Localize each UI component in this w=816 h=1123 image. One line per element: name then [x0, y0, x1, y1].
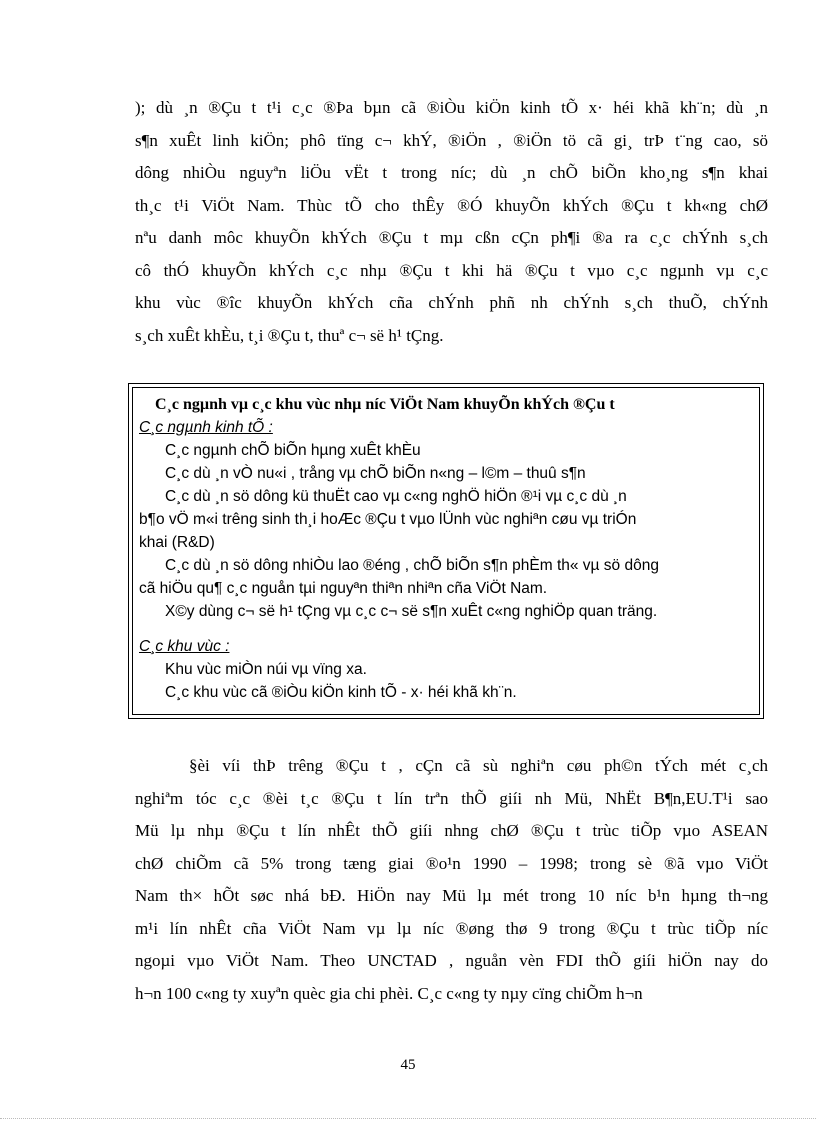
paragraph-line: h¬n 100 c«ng ty xuyªn quèc gia chi phèi. C¸c c«ng ty nµy cïng chiÕm h¬n	[135, 983, 643, 1003]
paragraph-line: cô thÓ khuyÕn khÝch c¸c nhµ ®Çu t khi hä ®Çu t vµo c¸c ngµnh vµ c¸c	[135, 260, 768, 280]
list-item-line: Khu vùc miÒn núi vµ vïng xa.	[165, 661, 367, 678]
paragraph-line: §èi víi thÞ trêng ®Çu t , cÇn cã sù nghiªn cøu ph©n tÝch mét c¸ch	[189, 756, 768, 775]
paragraph-line: khu vùc ®îc khuyÕn khÝch cña chÝnh phñ nh chÝnh s¸ch thuÕ, chÝnh	[135, 293, 768, 312]
list-item-line: C¸c dù ¸n sö dông kü thuËt cao vµ c«ng nghÖ hiÖn ®¹i vµ c¸c dù ¸n	[165, 488, 627, 505]
list-item	[139, 554, 753, 600]
list-item-line: C¸c ngµnh chÕ biÕn hµng xuÊt khÈu	[165, 442, 421, 459]
paragraph-line: nªu danh môc khuyÕn khÝch ®Çu t mµ cßn cÇn ph¶i ®a ra c¸c chÝnh s¸ch	[135, 228, 768, 247]
list-item	[139, 439, 753, 462]
paragraph-line: s¶n xuÊt linh kiÖn; phô tïng c¬ khÝ, ®iÖn , ®iÖn tö cã gi¸ trÞ t¨ng cao, sö	[135, 130, 768, 150]
region-list	[139, 658, 753, 704]
paragraph-line: ngoµi vµo ViÖt Nam. Theo UNCTAD , nguån vèn FDI thÕ giíi hiÖn nay do	[135, 951, 768, 970]
paragraph-line: nghiªm tóc c¸c ®èi t¸c ®Çu t lín trªn thÕ giíi nh Mü, NhËt B¶n,EU.T¹i sao	[135, 788, 768, 808]
paragraph-line: ); dù ¸n ®Çu t t¹i c¸c ®Þa bµn cã ®iÒu kiÖn kinh tÕ x· héi khã kh¨n; dù ¸n	[135, 98, 768, 117]
list-item-line: b¶o vÖ m«i trêng sinh th¸i hoÆc ®Çu t vµo lÜnh vùc nghiªn cøu vµ triÓn	[139, 511, 637, 528]
body-paragraph-2	[135, 750, 768, 1010]
paragraph-line: m¹i lín nhÊt cña ViÖt Nam vµ lµ níc ®øng thø 9 trong ®Çu t trùc tiÕp níc	[135, 918, 768, 938]
list-item-line: X©y dùng c¬ së h¹ tÇng vµ c¸c c¬ së s¶n xuÊt c«ng nghiÖp quan träng.	[165, 603, 658, 620]
paragraph-line: dông nhiÒu nguyªn liÖu vËt t trong níc; dù ¸n chÕ biÕn kho¸ng s¶n khai	[135, 163, 768, 182]
list-item-line: cã hiÖu qu¶ c¸c nguån tµi nguyªn thiªn nhiªn cña ViÖt Nam.	[139, 580, 548, 597]
list-item-line: C¸c dù ¸n sö dông nhiÒu lao ®éng , chÕ biÕn s¶n phÈm th« vµ sö dông	[165, 557, 659, 574]
incentive-box	[128, 383, 764, 719]
list-item	[139, 681, 753, 704]
box-title: C¸c ngµnh vµ c¸c khu vùc nhµ níc ViÖt Nam khuyÕn khÝch ®Çu t	[155, 396, 615, 413]
paragraph-line: Mü lµ nhµ ®Çu t lín nhÊt thÕ giíi nhng chØ ®Çu t trùc tiÕp vµo ASEAN	[135, 821, 768, 840]
list-item-line: khai (R&D)	[139, 534, 215, 551]
list-item	[139, 485, 753, 554]
list-item	[139, 658, 753, 681]
list-item-line: C¸c dù ¸n vÒ nu«i , trång vµ chÕ biÕn n«ng – l©m – thuû s¶n	[165, 465, 586, 482]
list-item-line: C¸c khu vùc cã ®iÒu kiÖn kinh tÕ - x· héi khã kh¨n.	[165, 684, 517, 701]
body-paragraph-1	[135, 92, 768, 352]
paragraph-line: chØ chiÕm cã 5% trong tæng giai ®o¹n 1990 – 1998; trong sè ®ã vµo ViÖt	[135, 853, 768, 873]
paragraph-line: th¸c t¹i ViÖt Nam. Thùc tÕ cho thÊy ®Ó khuyÕn khÝch ®Çu t kh«ng chØ	[135, 195, 768, 215]
paragraph-line: s¸ch xuÊt khÈu, t¸i ®Çu t, thuª c¬ së h¹ tÇng.	[135, 325, 444, 345]
list-item	[139, 600, 753, 623]
incentive-box-inner	[132, 387, 760, 715]
sector-list	[139, 439, 753, 623]
list-item	[139, 462, 753, 485]
footer-divider	[0, 1118, 816, 1119]
paragraph-line: Nam th× hÕt søc nhá bÐ. HiÖn nay Mü lµ mét trong 10 níc b¹n hµng th¬ng	[135, 886, 768, 905]
section-heading-sectors: C¸c ngµnh kinh tÕ :	[139, 419, 273, 436]
page-number: 45	[400, 1057, 416, 1073]
section-heading-regions: C¸c khu vùc :	[139, 638, 230, 655]
